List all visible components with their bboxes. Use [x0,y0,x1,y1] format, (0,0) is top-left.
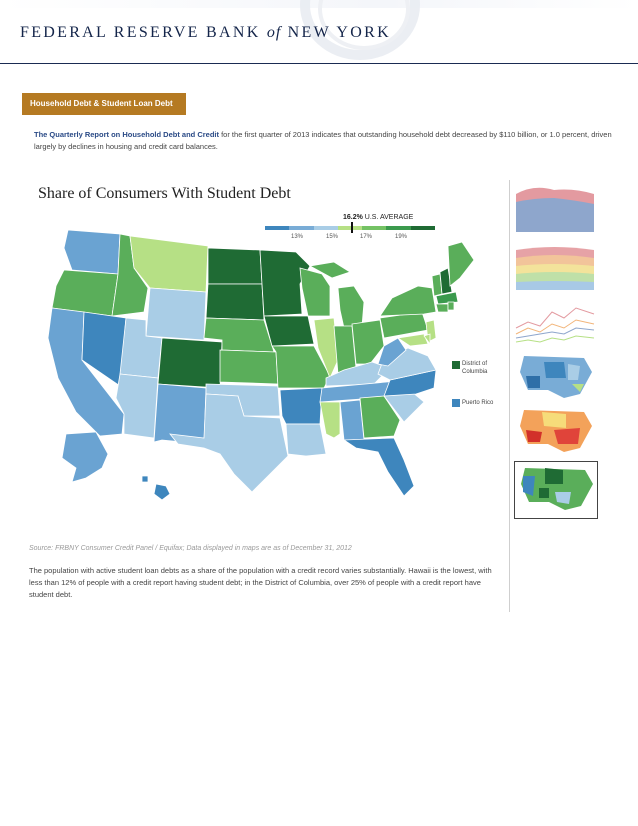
map-title: Share of Consumers With Student Debt [38,185,291,202]
state-wisconsin[interactable] [300,268,330,316]
thumbnail-blue-map[interactable] [514,350,596,406]
section-tag: Household Debt & Student Loan Debt [22,93,186,115]
state-maine[interactable] [448,242,474,286]
state-north-dakota[interactable] [208,248,262,284]
state-michigan[interactable] [338,286,364,328]
thumbnail-red-map[interactable] [514,404,596,460]
state-colorado[interactable] [158,338,222,388]
state-kansas[interactable] [220,350,278,384]
state-washington[interactable] [64,230,120,274]
state-new-york[interactable] [380,286,436,316]
scale-tick: 19% [395,234,408,240]
source-note: Source: FRBNY Consumer Credit Panel / Equifax; Data displayed in maps are as of December 31, 2012 [29,545,352,552]
state-hawaii[interactable] [154,484,170,500]
bank-name-logo[interactable]: FEDERAL RESERVE BANK of NEW YORK [20,24,391,41]
thumbnail-line-chart[interactable] [514,298,596,354]
quarterly-report-link[interactable]: The Quarterly Report on Household Debt and Credit [34,130,220,139]
inset-puerto-rico-swatch[interactable] [452,399,460,407]
inset-dc-label: District of Columbia [462,361,488,375]
scale-tick: 15% [326,234,339,240]
state-louisiana[interactable] [286,424,326,456]
state-alaska[interactable] [62,432,108,482]
header-rule [0,63,638,64]
state-arkansas[interactable] [280,388,322,424]
thumbnail-area-chart[interactable] [514,184,596,240]
state-rhode-island[interactable] [448,302,454,310]
state-iowa[interactable] [264,316,314,346]
state-mississippi[interactable] [320,402,340,438]
scale-tick: 17% [360,234,373,240]
state-hawaii-isle[interactable] [142,476,148,482]
scale-tick: 13% [291,234,304,240]
page-header [0,0,638,66]
state-florida[interactable] [344,438,414,496]
thumbnail-green-map-selected[interactable] [514,461,598,519]
sidebar-divider [509,180,510,612]
state-ohio[interactable] [352,320,384,364]
intro-paragraph [34,129,614,153]
intro-text: for the first quarter of 2013 indicates that outstanding household debt decreased by $110 billion, or 1.0 percent, driven largely by declines in housing and credit card balances. [34,130,612,151]
state-wyoming[interactable] [146,288,206,340]
body-paragraph: The population with active student loan debts as a share of the population with a credit record varies substantially. Hawaii is the lowest, with less than 12% of people with a credit report having student debt; in the District of Columbia, over 25% of people with a credit report have student debt. [29,566,492,599]
inset-dc-swatch[interactable] [452,361,460,369]
state-connecticut[interactable] [436,304,448,312]
state-south-dakota[interactable] [206,284,264,320]
us-average-label: 16.2% U.S. AVERAGE [343,214,414,221]
us-choropleth-map[interactable] [38,228,478,508]
inset-puerto-rico-label: Puerto Rico [462,400,494,406]
thumbnail-stacked-area-chart[interactable] [514,242,596,298]
